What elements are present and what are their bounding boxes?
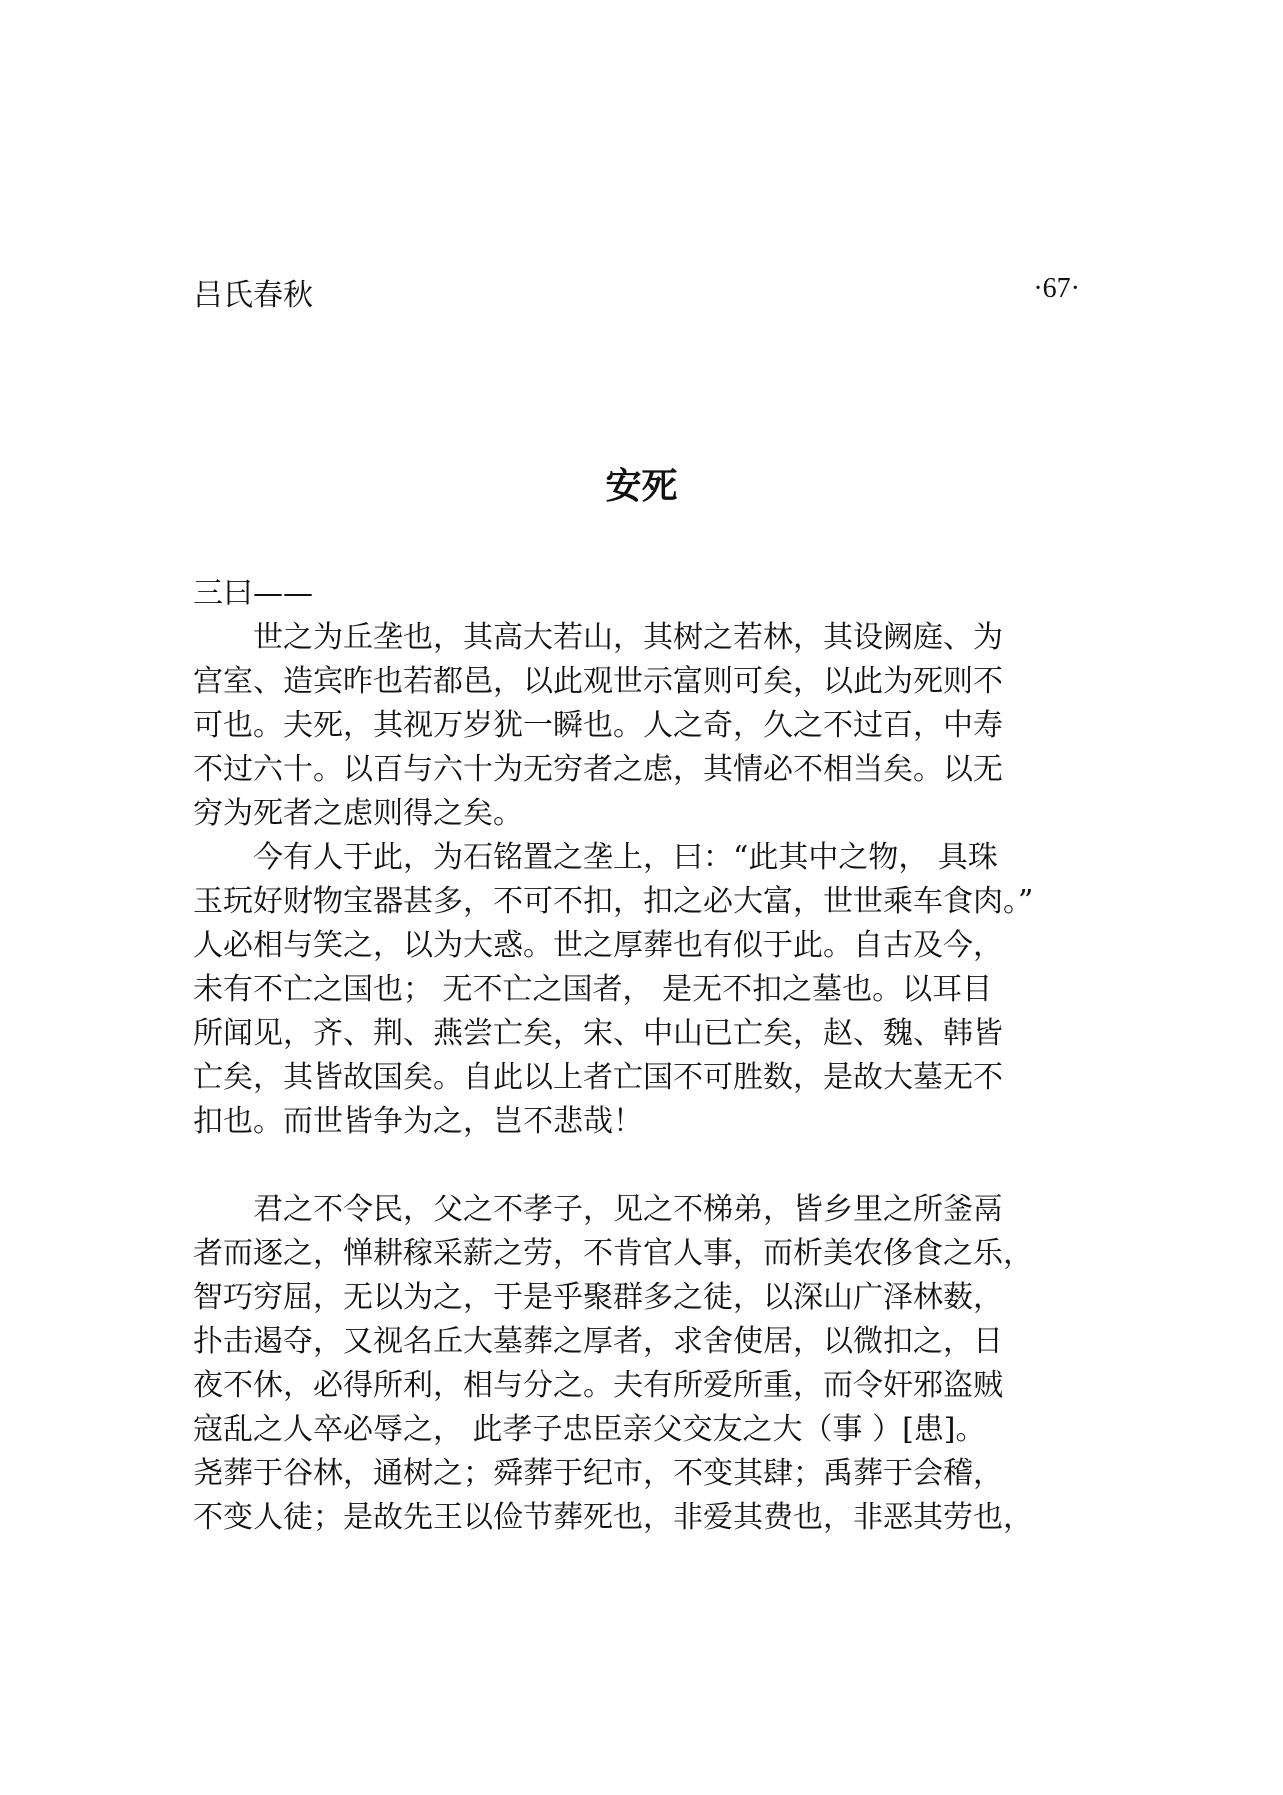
text-line: 扣也。而世皆争为之，岂不悲哉！ [193, 1104, 643, 1139]
running-header-title: 吕氏春秋 [193, 278, 313, 313]
body-text [193, 572, 1083, 1540]
text-line: 君之不令民，父之不孝子，见之不梯弟，皆乡里之所釜鬲 [193, 1192, 1003, 1227]
text-line: 三曰—— [193, 576, 313, 611]
text-line: 夜不休，必得所利，相与分之。夫有所爱所重，而令奸邪盗贼 [193, 1368, 1003, 1403]
text-line: 今有人于此，为石铭置之垄上，曰：“此其中之物， 具珠 [193, 840, 998, 875]
text-line: 扑击遏夺，又视名丘大墓葬之厚者，求舍使居，以微扣之，日 [193, 1324, 1003, 1359]
text-line: 玉玩好财物宝器甚多，不可不扣，扣之必大富，世世乘车食肉。” [193, 884, 1034, 919]
text-line: 者而逐之，惮耕稼采薪之劳，不肯官人事，而析美农侈食之乐， [193, 1236, 1033, 1271]
text-line: 可也。夫死，其视万岁犹一瞬也。人之奇，久之不过百，中寿 [193, 708, 1003, 743]
text-line: 寇乱之人卒必辱之， 此孝子忠臣亲父交友之大（事 ）[患]。 [193, 1412, 986, 1447]
text-line: 亡矣，其皆故国矣。自此以上者亡国不可胜数，是故大墓无不 [193, 1060, 1003, 1095]
text-line: 智巧穷屈，无以为之，于是乎聚群多之徒，以深山广泽林薮， [193, 1280, 1003, 1315]
text-line: 人必相与笑之，以为大惑。世之厚葬也有似于此。自古及今， [193, 928, 1003, 963]
text-line: 尧葬于谷林，通树之；舜葬于纪市，不变其肆；禹葬于会稽， [193, 1456, 1003, 1491]
text-line: 穷为死者之虑则得之矣。 [193, 796, 523, 831]
text-line: 未有不亡之国也； 无不亡之国者， 是无不扣之墓也。以耳目 [193, 972, 993, 1007]
text-line: 宫室、造宾昨也若都邑，以此观世示富则可矣，以此为死则不 [193, 664, 1003, 699]
page-number: ·67· [1033, 273, 1080, 304]
chapter-title: 安死 [605, 466, 678, 507]
text-line: 世之为丘垄也，其高大若山，其树之若林，其设阙庭、为 [193, 620, 1003, 655]
text-line: 不过六十。以百与六十为无穷者之虑，其情必不相当矣。以无 [193, 752, 1003, 787]
text-line: 所闻见，齐、荆、燕尝亡矣，宋、中山已亡矣，赵、魏、韩皆 [193, 1016, 1003, 1051]
text-line: 不变人徒；是故先王以俭节葬死也，非爱其费也，非恶其劳也， [193, 1500, 1033, 1535]
paragraph-gap [193, 1144, 1083, 1188]
